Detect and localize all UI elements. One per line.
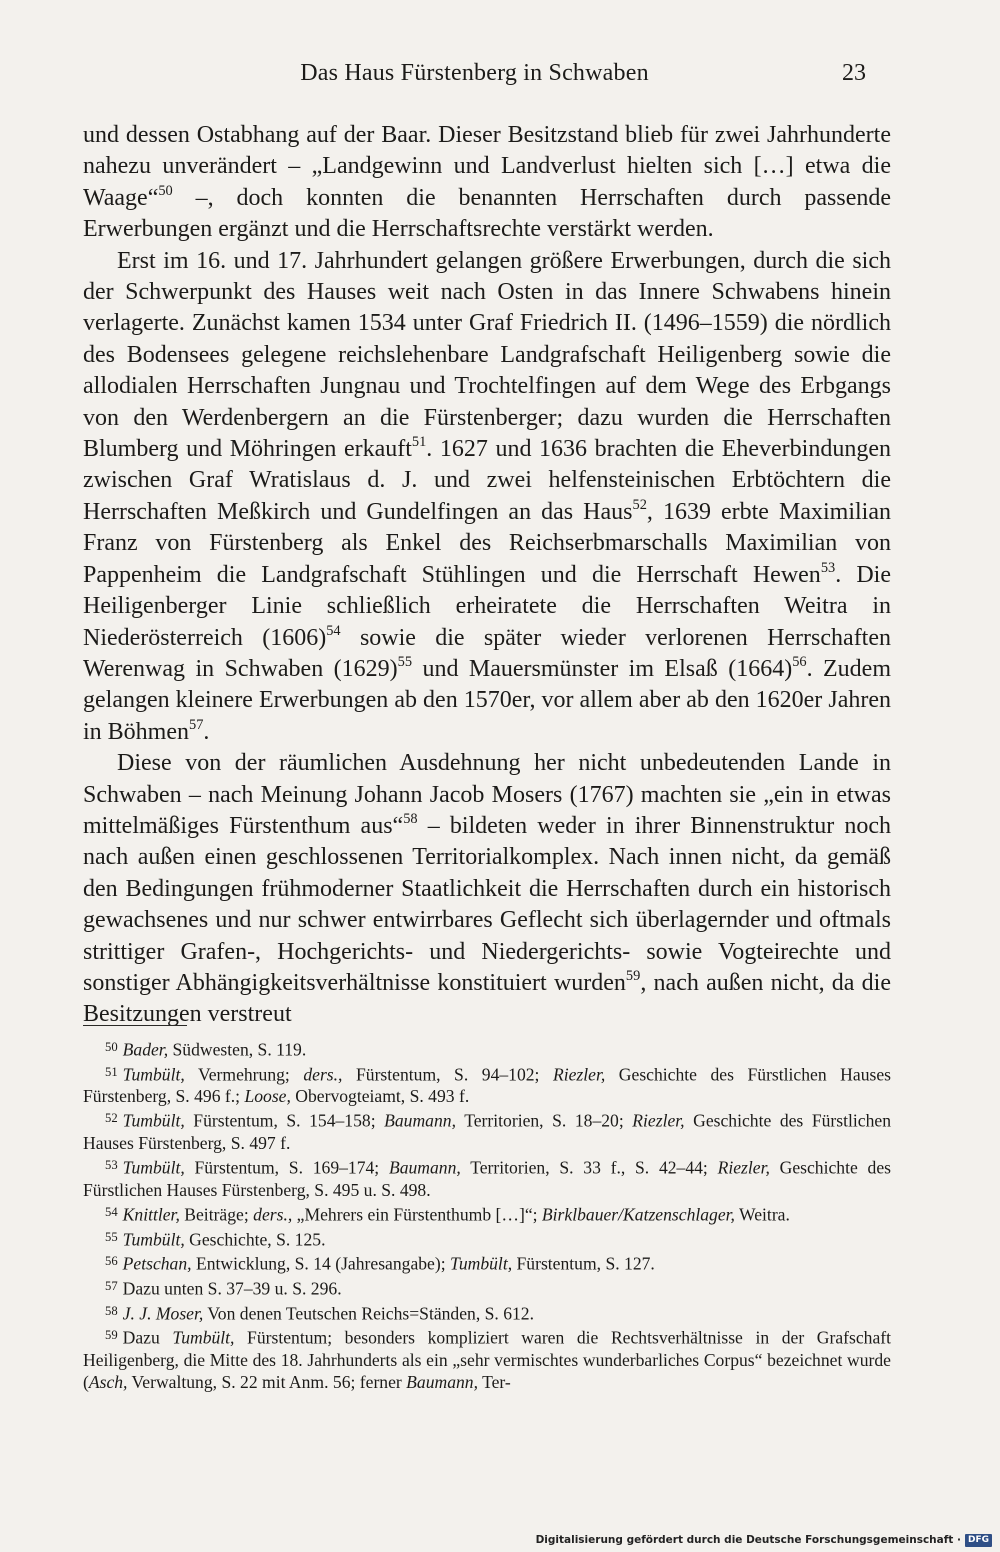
footnote-reference[interactable]: 52 <box>632 497 647 514</box>
footnote-reference[interactable]: 55 <box>397 654 413 671</box>
body-text <box>83 120 891 1031</box>
running-title: Das Haus Fürstenberg in Schwaben <box>300 60 649 86</box>
paragraph-text: . 1627 und 1636 brachten die Eheverbindungen zwischen Graf Wratislaus d. J. und zwei helfensteinischen Erbtöchtern die Herrschaften Meßkirch und Gundelfingen an das Haus <box>83 436 891 525</box>
footnote-55 <box>83 1226 891 1251</box>
footnote-text: Ter- <box>478 1372 511 1393</box>
footnote-text: Fürstentum; besonders kompliziert waren die Rechtsverhältnisse in der Grafschaft Heiligenberg, die Mitte des 18. Jahrhunderts als ein „sehr vermischtes wunderbarliches Corpus“ bezeichnet wurde ( <box>83 1327 891 1393</box>
footnote-number: 51 <box>105 1064 118 1079</box>
digitization-credit: Digitalisierung gefördert durch die Deutsche Forschungsgemeinschaft · <box>535 1534 961 1546</box>
footnote-56 <box>83 1250 891 1275</box>
citation-author: Birklbauer/Katzenschlager, <box>541 1204 735 1225</box>
citation-author: Tumbült, <box>122 1229 185 1250</box>
footnote-text: Geschichte des Fürstlichen Hauses Fürstenberg, S. 497 f. <box>83 1110 891 1154</box>
paragraph-text: – bildeten weder in ihrer Binnenstruktur noch nach außen einen geschlossenen Territorialkomplex. Nach innen nicht, da gemäß den Bedingungen frühmoderner Staatlichkeit die Herrschaften durch ein historisch gewachsenes und nur schwer entwirrbares Geflecht sich überlagernder und oftmals strittiger Grafen-, Hochgerichts- und Niedergerichts- sowie Vogteirechte und sonstiger Abhängigkeitsverhältnisse konstituiert wurden <box>83 812 891 996</box>
footnote-text: Geschichte, S. 125. <box>184 1229 326 1250</box>
footnote-text: Verwaltung, S. 22 mit Anm. 56; ferner <box>127 1372 407 1393</box>
footnote-reference[interactable]: 50 <box>158 183 173 200</box>
footnote-number: 58 <box>105 1303 118 1318</box>
footnote-text: Territorien, S. 18–20; <box>455 1110 633 1131</box>
footnote-text: Fürstentum, S. 154–158; <box>184 1110 385 1131</box>
paragraph-text: . Zudem gelangen kleinere Erwerbungen ab den 1570er, vor allem aber ab den 1620er Jahren in Böhmen <box>83 655 892 745</box>
footnote-59 <box>83 1324 891 1393</box>
footnote-text: Vermehrung; <box>184 1064 304 1085</box>
citation-author: Riezler, <box>552 1064 606 1085</box>
footnote-number: 52 <box>105 1111 118 1126</box>
citation-author: Tumbült, <box>172 1327 235 1348</box>
footnote-text: Südwesten, S. 119. <box>168 1039 307 1060</box>
paragraph-text: Erst im 16. und 17. Jahrhundert gelangen größere Erwerbungen, durch die sich der Schwerpunkt des Hauses weit nach Osten in das Innere Schwabens hinein verlagerte. Zunächst kamen 1534 unter Graf Friedrich II. (1496–1559) die nördlich des Bodensees gelegene reichslehenbare Landgrafschaft Heiligenberg sowie die allodialen Herrschaften Jungnau und Trochtelfingen auf dem Wege des Erbgangs von den Werdenbergern an die Fürstenberger; dazu wurden die Herrschaften Blumberg und Möhringen erkauft <box>83 247 891 463</box>
paragraph-text: sowie die später wieder verlorenen Herrschaften Werenwag in Schwaben (1629) <box>83 624 892 682</box>
citation-author: Tumbült, <box>122 1064 185 1085</box>
footnote-number: 53 <box>105 1158 118 1173</box>
footnote-text: „Mehrers ein Fürstenthumb […]“; <box>292 1204 542 1225</box>
footnote-text: Von denen Teutschen Reichs=Ständen, S. 612. <box>203 1303 535 1324</box>
footnote-number: 57 <box>105 1278 118 1293</box>
citation-author: ders., <box>253 1204 293 1225</box>
footnote-text: Weitra. <box>734 1204 790 1225</box>
footnote-53 <box>83 1154 891 1201</box>
footnote-text: Beiträge; <box>179 1204 254 1225</box>
paragraph-text: , 1639 erbte Maximilian Franz von Fürstenberg als Enkel des Reichserbmarschalls Maximilian von Pappenheim die Landgrafschaft Stühlingen und die Herrschaft Hewen <box>83 498 892 588</box>
citation-author: ders., <box>303 1064 343 1085</box>
footnote-text: Fürstentum, S. 127. <box>512 1253 655 1274</box>
footnote-text: Obervogteiamt, S. 493 f. <box>290 1086 470 1107</box>
footnote-text: Geschichte des Fürstlichen Hauses Fürstenberg, S. 496 f.; <box>83 1064 891 1107</box>
citation-author: Tumbült, <box>122 1157 185 1178</box>
footnote-50 <box>83 1036 891 1061</box>
citation-author: Asch, <box>88 1372 128 1393</box>
footnote-reference[interactable]: 54 <box>326 622 341 639</box>
footnote-number: 54 <box>105 1205 118 1220</box>
footnote-number: 50 <box>105 1040 118 1054</box>
paragraph-text: . Die Heiligenberger Linie schließlich erheiratete die Herrschaften Weitra in Niederösterreich (1606) <box>83 561 892 651</box>
footnote-51 <box>83 1061 891 1108</box>
footnote-reference[interactable]: 53 <box>820 559 836 576</box>
footnote-text: Dazu unten S. 37–39 u. S. 296. <box>122 1278 342 1299</box>
citation-author: Riezler, <box>717 1157 770 1178</box>
footnote-reference[interactable]: 57 <box>189 717 204 733</box>
citation-author: Petschan, <box>122 1253 192 1274</box>
footnote-text: Dazu <box>122 1327 173 1348</box>
footnote-separator <box>83 1025 187 1026</box>
footnote-number: 56 <box>105 1254 118 1269</box>
paragraph-text: . <box>203 718 210 745</box>
citation-author: Baumann, <box>406 1372 479 1393</box>
paragraph-text: –, doch konnten die benannten Herrschaften durch passende Erwerbungen ergänzt und die Herrschaftsrechte verstärkt werden. <box>83 184 891 243</box>
citation-author: Baumann, <box>384 1110 456 1131</box>
page-number: 23 <box>842 60 866 86</box>
footnote-reference[interactable]: 51 <box>411 434 427 451</box>
citation-author: Knittler, <box>122 1204 180 1225</box>
citation-author: Bader, <box>122 1039 169 1060</box>
citation-author: J. J. Moser, <box>122 1303 204 1324</box>
footnote-text: Entwicklung, S. 14 (Jahresangabe); <box>191 1253 451 1274</box>
dfg-logo-icon: DFG <box>965 1534 992 1547</box>
paragraph-text: und Mauersmünster im Elsaß (1664) <box>412 655 793 682</box>
body-paragraph <box>83 120 891 246</box>
footnote-reference[interactable]: 56 <box>792 654 807 671</box>
footnote-reference[interactable]: 58 <box>403 811 418 828</box>
paragraph-text: , nach außen nicht, da die Besitzungen verstreut <box>83 969 891 1028</box>
footnote-58 <box>83 1300 891 1325</box>
citation-author: Tumbült, <box>450 1253 513 1274</box>
footnote-text: Geschichte des Fürstlichen Hauses Fürstenberg, S. 495 u. S. 498. <box>83 1157 891 1200</box>
footnote-54 <box>83 1201 891 1226</box>
digitization-footer <box>536 1533 992 1547</box>
body-paragraph <box>83 748 891 1031</box>
paragraph-text: und dessen Ostabhang auf der Baar. Dieser Besitzstand blieb für zwei Jahrhunderte nahezu unverändert – „Landgewinn und Landverlust hielten sich […] etwa die Waage“ <box>83 122 891 211</box>
footnote-reference[interactable]: 59 <box>625 968 641 985</box>
footnote-text: Fürstentum, S. 169–174; <box>184 1157 389 1178</box>
footnote-number: 59 <box>105 1328 118 1343</box>
citation-author: Baumann, <box>388 1157 461 1178</box>
footnote-text: Territorien, S. 33 f., S. 42–44; <box>460 1157 718 1178</box>
citation-author: Loose, <box>244 1086 291 1107</box>
page-header <box>83 60 866 94</box>
paragraph-text: Diese von der räumlichen Ausdehnung her nicht unbedeutenden Lande in Schwaben – nach Meinung Johann Jacob Mosers (1767) machten sie „ein in etwas mittelmäßiges Fürstenthum aus“ <box>83 750 891 839</box>
citation-author: Tumbült, <box>122 1110 185 1131</box>
citation-author: Riezler, <box>632 1110 685 1131</box>
footnote-number: 55 <box>105 1229 118 1244</box>
footnote-text: Fürstentum, S. 94–102; <box>342 1064 553 1085</box>
footnote-52 <box>83 1107 891 1154</box>
body-paragraph <box>83 246 891 749</box>
footnotes <box>83 1036 891 1393</box>
footnote-57 <box>83 1275 891 1300</box>
